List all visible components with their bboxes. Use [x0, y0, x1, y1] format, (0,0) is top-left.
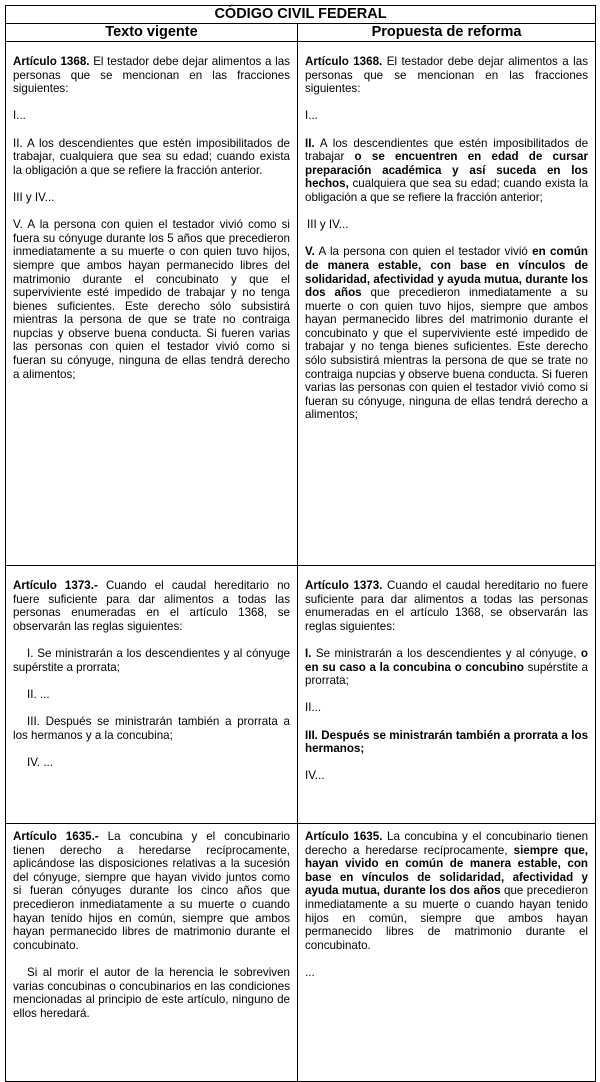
paragraph: III. Después se ministrarán también a prorrata a los hermanos y a la concubina;	[13, 714, 290, 742]
paragraph: III y IV...	[13, 190, 55, 204]
column-header-proposal: Propuesta de reforma	[298, 24, 596, 42]
paragraph: Artículo 1368. El testador debe dejar alimentos a las personas que se mencionan en las fracciones siguientes:	[13, 55, 290, 96]
paragraph: Artículo 1373.- Cuando el caudal hereditario no fuere suficiente para dar alimentos a todas las personas enumeradas en el artículo 1368, se observarán las reglas siguientes:	[13, 579, 290, 633]
paragraph: Si al morir el autor de la herencia le sobreviven varias concubinas o concubinarios en las condiciones mencionadas al principio de este artículo, ninguno de ellos heredará.	[13, 965, 290, 1020]
paragraph: II. A los descendientes que estén imposibilitados de trabajar o se encuentren en edad de cursar preparación académica y así suceda en los hechos, cualquiera que sea su edad; cuando exista la obligación a que se refiere la fracción anterior;	[305, 136, 589, 204]
cell-1373-current	[6, 566, 298, 824]
paragraph: V. A la persona con quien el testador vivió como si fuera su cónyuge durante los 5 años que precedieron inmediatamente a su muerte o con quien tuvo hijos, siempre que ambos hayan permanecido libres del matrimonio durante el concubinato y que el superviviente esté impedido de trabajar y no tenga bienes suficientes. Este derecho sólo subsistirá mientras la persona de que se trate no contraiga nupcias y observe buena conducta. Si fueren varias las personas con quien el testador vivió como si fueran su cónyuge, ninguna de ellas tendrá derecho a alimentos;	[13, 218, 290, 381]
paragraph: III y IV...	[307, 218, 349, 232]
paragraph: IV. ...	[27, 755, 53, 769]
paragraph: I...	[13, 109, 26, 123]
paragraph: III. Después se ministrarán también a prorrata a los hermanos;	[305, 728, 589, 756]
paragraph: Artículo 1373. Cuando el caudal hereditario no fuere suficiente para dar alimentos a todas las personas enumeradas en el artículo 1368, se observarán las reglas siguientes:	[305, 579, 589, 633]
column-header-current: Texto vigente	[6, 24, 298, 42]
paragraph: V. A la persona con quien el testador vivió en común de manera estable, con base en vínculos de solidaridad, afectividad y ayuda mutua, durante los dos años que precedieron inmediatamente a su muerte o con quien tuvo hijos, siempre que ambos hayan permanecido libres del matrimonio durante el concubinato y que el superviviente esté impedido de trabajar y no tenga bienes suficientes. Este derecho sólo subsistirá mientras la persona de que se trate no contraiga nupcias y observe buena conducta. Si fueren varias las personas con quien el testador vivió como si fueran su cónyuge, ninguna de ellas tendrá derecho a alimentos;	[305, 245, 589, 422]
cell-1635-current	[6, 824, 298, 1082]
paragraph: II. ...	[27, 687, 50, 701]
comparison-table	[5, 5, 596, 1082]
paragraph: II...	[305, 701, 322, 715]
paragraph: I. Se ministrarán a los descendientes y al cónyuge, o en su caso a la concubina o concubino supérstite a prorrata;	[305, 646, 589, 688]
paragraph: I. Se ministrarán a los descendientes y al cónyuge supérstite a prorrata;	[13, 646, 290, 674]
paragraph: IV...	[305, 769, 325, 783]
paragraph: Artículo 1635.- La concubina y el concubinario tienen derecho a heredarse recíprocamente, aplicándose las disposiciones relativas a la sucesión del cónyuge, siempre que hayan vivido juntos como si fueran cónyuges durante los cinco años que precedieron inmediatamente a su muerte o cuando hayan tenido hijos en común, siempre que ambos hayan permanecido libres de matrimonio durante el concubinato.	[13, 830, 291, 952]
paragraph: ...	[305, 965, 315, 979]
cell-1368-proposal	[298, 42, 596, 566]
paragraph: II. A los descendientes que estén imposibilitados de trabajar, cualquiera que sea su edad; cuando exista la obligación a que se refiere la fracción anterior.	[13, 136, 290, 177]
cell-1373-proposal	[298, 566, 596, 824]
paragraph: Artículo 1635. La concubina y el concubinario tienen derecho a heredarse recíprocamente, siempre que, hayan vivido en común de manera estable, con base en vínculos de solidaridad, afectividad y ayuda mutua, durante los dos años que precedieron inmediatamente a su muerte o cuando hayan tenido hijos en común, siempre que ambos hayan permanecido libres de matrimonio durante el concubinato.	[305, 830, 589, 952]
paragraph: Artículo 1368. El testador debe dejar alimentos a las personas que se mencionan en las fracciones siguientes:	[305, 55, 589, 96]
cell-1368-current	[6, 42, 298, 566]
cell-1635-proposal	[298, 824, 596, 1082]
table-title: CÓDIGO CIVIL FEDERAL	[6, 6, 596, 24]
paragraph: I...	[305, 109, 318, 123]
